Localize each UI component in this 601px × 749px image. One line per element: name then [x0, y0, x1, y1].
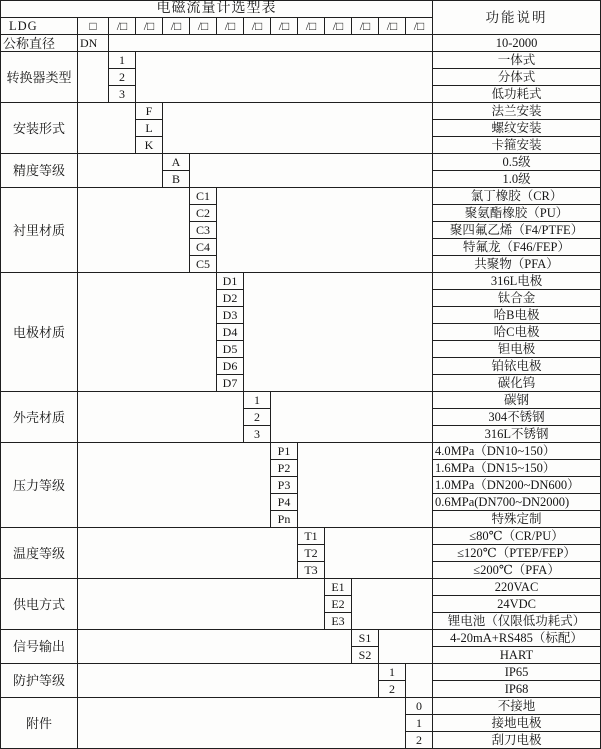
code-cell: S2 — [352, 647, 379, 664]
code-cell: 2 — [244, 409, 271, 426]
code-cell: P3 — [271, 477, 298, 494]
function-cell: 接地电极 — [433, 715, 601, 732]
group-label-1: 转换器类型 — [1, 52, 78, 103]
function-cell: 1.0MPa（DN200~DN600） — [433, 477, 601, 494]
model-prefix: LDG — [1, 18, 78, 35]
gap-cell — [78, 273, 217, 392]
code-cell: 1 — [109, 52, 136, 69]
function-cell: 铂铱电极 — [433, 358, 601, 375]
code-cell: C3 — [190, 222, 217, 239]
code-cell-dn: DN — [78, 35, 109, 52]
model-slot-cell: /□ — [163, 18, 190, 35]
function-cell: 特氟龙（F46/FEP） — [433, 239, 601, 256]
function-cell: 碳钢 — [433, 392, 601, 409]
code-cell: T2 — [298, 545, 325, 562]
function-cell: 刮刀电极 — [433, 732, 601, 749]
model-slot-cell: /□ — [298, 18, 325, 35]
gap-cell — [190, 154, 433, 188]
function-cell: 一体式 — [433, 52, 601, 69]
function-cell: 螺纹安装 — [433, 120, 601, 137]
gap-cell — [109, 35, 433, 52]
function-cell: 钽电极 — [433, 341, 601, 358]
code-cell: T3 — [298, 562, 325, 579]
function-cell: 4-20mA+RS485（标配） — [433, 630, 601, 647]
function-cell: ≤80℃（CR/PU） — [433, 528, 601, 545]
code-cell: D4 — [217, 324, 244, 341]
code-cell: C5 — [190, 256, 217, 273]
function-cell: 聚氨酯橡胶（PU） — [433, 205, 601, 222]
code-cell: C1 — [190, 188, 217, 205]
group-label-6: 外壳材质 — [1, 392, 78, 443]
gap-cell — [78, 392, 244, 443]
code-cell: D6 — [217, 358, 244, 375]
function-column-header: 功能说明 — [433, 1, 601, 35]
function-cell: 分体式 — [433, 69, 601, 86]
function-cell: 锂电池（仅限低功耗式） — [433, 613, 601, 630]
model-box-cell: □ — [78, 18, 109, 35]
function-cell: HART — [433, 647, 601, 664]
model-slot-cell: /□ — [136, 18, 163, 35]
function-cell: 1.6MPa（DN15~150） — [433, 460, 601, 477]
model-slot-cell: /□ — [109, 18, 136, 35]
model-slot-cell: /□ — [217, 18, 244, 35]
code-cell: P1 — [271, 443, 298, 460]
code-cell: A — [163, 154, 190, 171]
gap-cell — [352, 579, 433, 630]
gap-cell — [78, 630, 352, 664]
model-slot-cell: /□ — [406, 18, 433, 35]
code-cell: D7 — [217, 375, 244, 392]
function-cell: 钛合金 — [433, 290, 601, 307]
function-cell: ≤200℃（PFA） — [433, 562, 601, 579]
group-label-8: 温度等级 — [1, 528, 78, 579]
row-label-diameter: 公称直径 — [1, 35, 78, 52]
model-slot-cell: /□ — [352, 18, 379, 35]
function-cell: 聚四氟乙烯（F4/PTFE） — [433, 222, 601, 239]
code-cell: D2 — [217, 290, 244, 307]
code-cell: 1 — [244, 392, 271, 409]
code-cell: D5 — [217, 341, 244, 358]
function-cell: 法兰安装 — [433, 103, 601, 120]
group-label-12: 附件 — [1, 698, 78, 749]
function-cell: 低功耗式 — [433, 86, 601, 103]
gap-cell — [78, 188, 190, 273]
function-cell: 220VAC — [433, 579, 601, 596]
gap-cell — [136, 52, 433, 103]
gap-cell — [78, 443, 271, 528]
function-cell: IP68 — [433, 681, 601, 698]
code-cell: P2 — [271, 460, 298, 477]
model-slot-cell: /□ — [190, 18, 217, 35]
model-slot-cell: /□ — [379, 18, 406, 35]
code-cell: E2 — [325, 596, 352, 613]
gap-cell — [379, 630, 433, 664]
gap-cell — [163, 103, 433, 154]
code-cell: Pn — [271, 511, 298, 528]
code-cell: E3 — [325, 613, 352, 630]
function-cell: 特殊定制 — [433, 511, 601, 528]
group-label-9: 供电方式 — [1, 579, 78, 630]
gap-cell — [298, 443, 433, 528]
function-cell: 氯丁橡胶（CR） — [433, 188, 601, 205]
code-cell: C4 — [190, 239, 217, 256]
group-label-2: 安装形式 — [1, 103, 78, 154]
group-label-3: 精度等级 — [1, 154, 78, 188]
gap-cell — [78, 664, 379, 698]
function-cell: 共聚物（PFA） — [433, 256, 601, 273]
gap-cell — [406, 664, 433, 698]
code-cell: K — [136, 137, 163, 154]
group-label-11: 防护等级 — [1, 664, 78, 698]
gap-cell — [78, 103, 136, 154]
function-cell: 4.0MPa（DN10~150） — [433, 443, 601, 460]
code-cell: 3 — [244, 426, 271, 443]
gap-cell — [325, 528, 433, 579]
code-cell: P4 — [271, 494, 298, 511]
function-cell: 0.6MPa(DN700~DN2000) — [433, 494, 601, 511]
code-cell: C2 — [190, 205, 217, 222]
function-cell: 316L电极 — [433, 273, 601, 290]
code-cell: D1 — [217, 273, 244, 290]
code-cell: 1 — [406, 715, 433, 732]
function-cell: 卡箍安装 — [433, 137, 601, 154]
function-cell: 哈C电极 — [433, 324, 601, 341]
gap-cell — [78, 528, 298, 579]
code-cell: L — [136, 120, 163, 137]
function-cell: 不接地 — [433, 698, 601, 715]
code-cell: B — [163, 171, 190, 188]
code-cell: 3 — [109, 86, 136, 103]
function-cell: ≤120℃（PTEP/FEP） — [433, 545, 601, 562]
gap-cell — [78, 579, 325, 630]
function-cell: 1.0级 — [433, 171, 601, 188]
code-cell: 2 — [109, 69, 136, 86]
model-slot-cell: /□ — [271, 18, 298, 35]
function-cell: 10-2000 — [433, 35, 601, 52]
gap-cell — [78, 154, 163, 188]
code-cell: D3 — [217, 307, 244, 324]
code-cell: S1 — [352, 630, 379, 647]
group-label-4: 衬里材质 — [1, 188, 78, 273]
code-cell: 2 — [406, 732, 433, 749]
function-cell: 304不锈钢 — [433, 409, 601, 426]
gap-cell — [78, 698, 406, 749]
model-slot-cell: /□ — [325, 18, 352, 35]
model-slot-cell: /□ — [244, 18, 271, 35]
gap-cell — [271, 392, 433, 443]
group-label-10: 信号输出 — [1, 630, 78, 664]
gap-cell — [217, 188, 433, 273]
code-cell: E1 — [325, 579, 352, 596]
function-cell: 316L不锈钢 — [433, 426, 601, 443]
group-label-5: 电极材质 — [1, 273, 78, 392]
code-cell: F — [136, 103, 163, 120]
table-title: 电磁流量计选型表 — [1, 1, 433, 18]
group-label-7: 压力等级 — [1, 443, 78, 528]
function-cell: 24VDC — [433, 596, 601, 613]
function-cell: 0.5级 — [433, 154, 601, 171]
function-cell: IP65 — [433, 664, 601, 681]
code-cell: 2 — [379, 681, 406, 698]
function-cell: 哈B电极 — [433, 307, 601, 324]
gap-cell — [244, 273, 433, 392]
gap-cell — [78, 52, 109, 103]
code-cell: T1 — [298, 528, 325, 545]
code-cell: 0 — [406, 698, 433, 715]
code-cell: 1 — [379, 664, 406, 681]
function-cell: 碳化钨 — [433, 375, 601, 392]
